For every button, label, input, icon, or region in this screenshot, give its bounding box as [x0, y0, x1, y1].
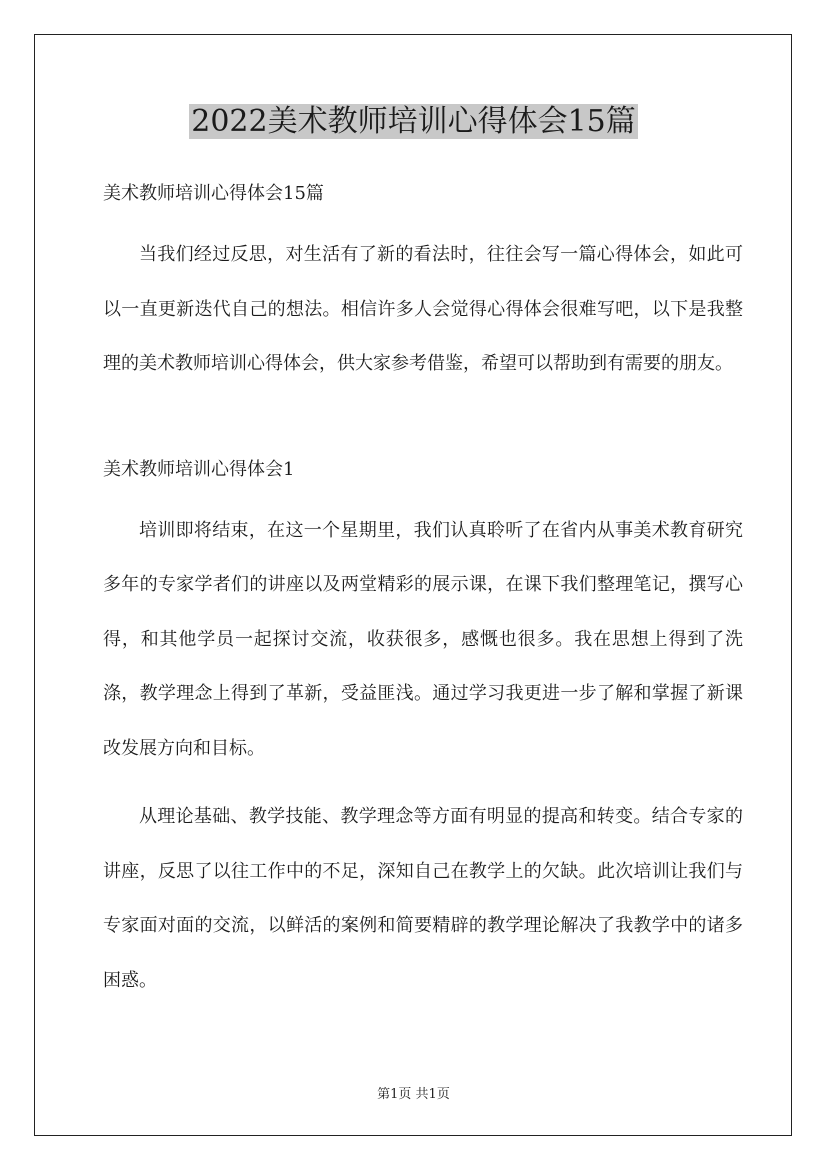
page-indicator: 第1页 共1页: [377, 1087, 450, 1102]
intro-paragraph: 当我们经过反思，对生活有了新的看法时，往往会写一篇心得体会，如此可以一直更新迭代自己的想法。相信许多人会觉得心得体会很难写吧，以下是我整理的美术教师培训心得体会，供大家参考借鉴，希望可以帮助到有需要的朋友。: [103, 244, 743, 374]
document-title: [0, 100, 827, 144]
body-paragraph-1: 培训即将结束，在这一个星期里，我们认真聆听了在省内从事美术教育研究多年的专家学者们的讲座以及两堂精彩的展示课，在课下我们整理笔记，撰写心得，和其他学员一起探讨交流，收获很多，感慨也很多。我在思想上得到了洗涤，教学理念上得到了革新，受益匪浅。通过学习我更进一步了解和掌握了新课改发展方向和目标。: [103, 519, 743, 759]
document-body: [103, 174, 743, 1008]
document-subtitle: 美术教师培训心得体会15篇: [103, 183, 324, 204]
body-paragraph-2: 从理论基础、教学技能、教学理念等方面有明显的提高和转变。结合专家的讲座，反思了以往工作中的不足，深知自己在教学上的欠缺。此次培训让我们与专家面对面的交流，以鲜活的案例和简要精辟的教学理论解决了我教学中的诸多困惑。: [103, 806, 743, 991]
section-heading: 美术教师培训心得体会1: [103, 458, 295, 480]
page-footer: [0, 1083, 827, 1102]
document-title-text: 2022美术教师培训心得体会15篇: [191, 104, 636, 139]
